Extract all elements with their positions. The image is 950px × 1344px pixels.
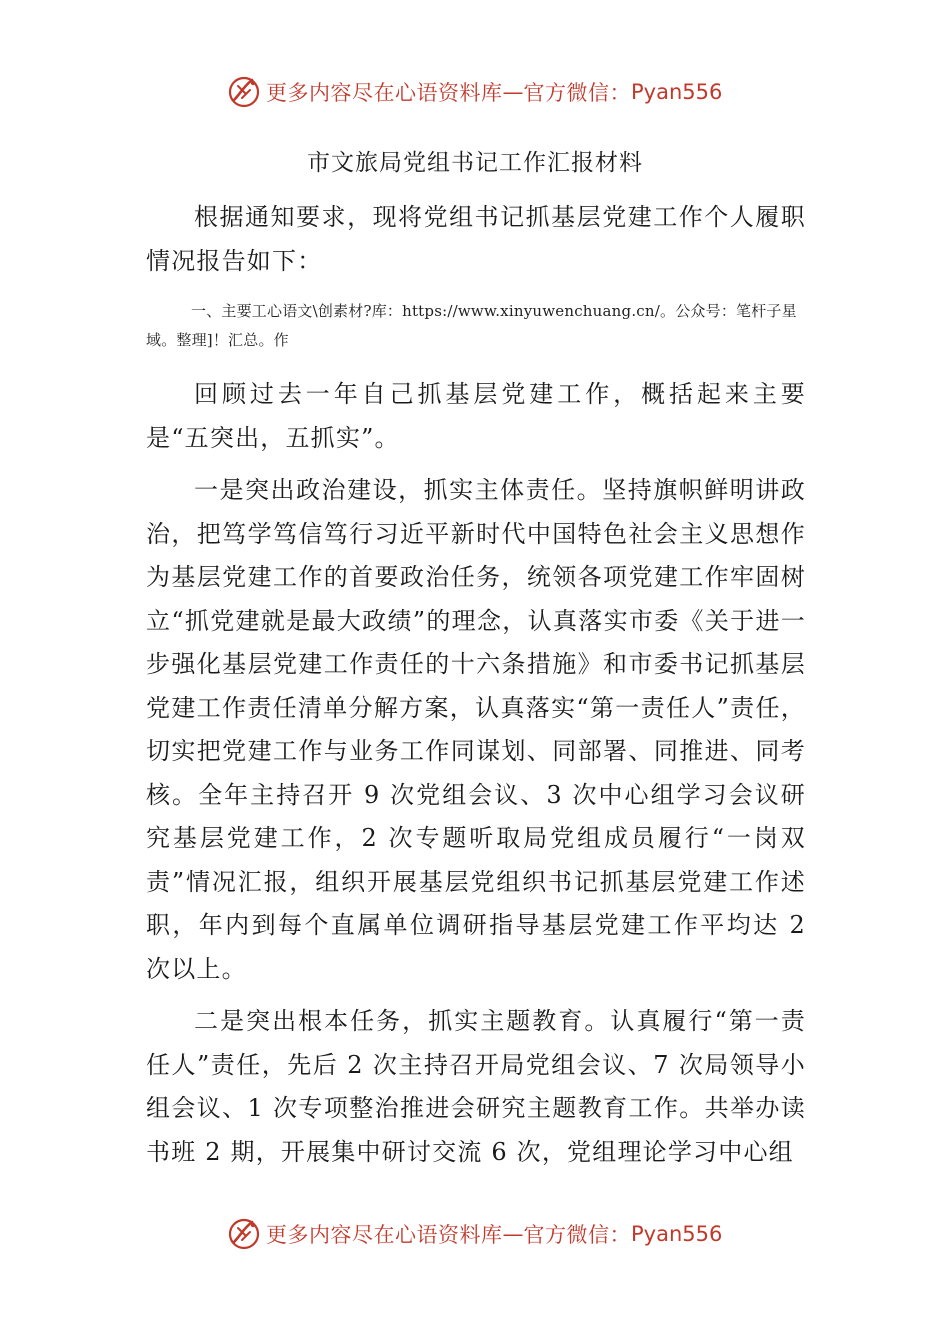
- footer-banner-separator: —: [502, 1222, 524, 1246]
- intro-paragraph: 根据通知要求，现将党组书记抓基层党建工作个人履职情况报告如下：: [146, 203, 806, 275]
- footer-banner-id: Pyan556: [631, 1222, 723, 1246]
- document-body: [146, 196, 806, 1174]
- source-note: 一、主要工心语文\创素材?库：https://www.xinyuwenchuang.cn/。公众号：笔杆子星域。整理]！汇总。作: [146, 302, 797, 349]
- header-banner-id: Pyan556: [631, 80, 723, 104]
- header-banner: [226, 72, 722, 112]
- header-banner-suffix: 官方微信：: [523, 81, 631, 105]
- footer-banner: [226, 1214, 722, 1254]
- header-banner-separator: —: [502, 80, 524, 104]
- body-paragraph: 二是突出根本任务，抓实主题教育。认真履行“第一责任人”责任，先后 2 次主持召开局党组会议、7 次局领导小组会议、1 次专项整治推进会研究主题教育工作。共举办读书班 2 期，开展集中研讨交流 6 次，党组理论学习中心组: [146, 1007, 806, 1166]
- footer-banner-text: 更多内容尽在心语资料库: [266, 1223, 503, 1247]
- brand-logo-icon: [226, 1216, 262, 1252]
- document-title: 市文旅局党组书记工作汇报材料: [307, 150, 643, 176]
- brand-logo-icon: [226, 74, 262, 110]
- footer-banner-suffix: 官方微信：: [523, 1223, 631, 1247]
- body-paragraph: 一是突出政治建设，抓实主体责任。坚持旗帜鲜明讲政治，把笃学笃信笃行习近平新时代中国特色社会主义思想作为基层党建工作的首要政治任务，统领各项党建工作牢固树立“抓党建就是最大政绩”的理念，认真落实市委《关于进一步强化基层党建工作责任的十六条措施》和市委书记抓基层党建工作责任清单分解方案，认真落实“第一责任人”责任，切实把党建工作与业务工作同谋划、同部署、同推进、同考核。全年主持召开 9 次党组会议、3 次中心组学习会议研究基层党建工作，2 次专题听取局党组成员履行“一岗双责”情况汇报，组织开展基层党组织书记抓基层党建工作述职，年内到每个直属单位调研指导基层党建工作平均达 2 次以上。: [146, 476, 806, 983]
- header-banner-text: 更多内容尽在心语资料库: [266, 81, 503, 105]
- body-paragraph: 回顾过去一年自己抓基层党建工作，概括起来主要是“五突出，五抓实”。: [146, 380, 806, 452]
